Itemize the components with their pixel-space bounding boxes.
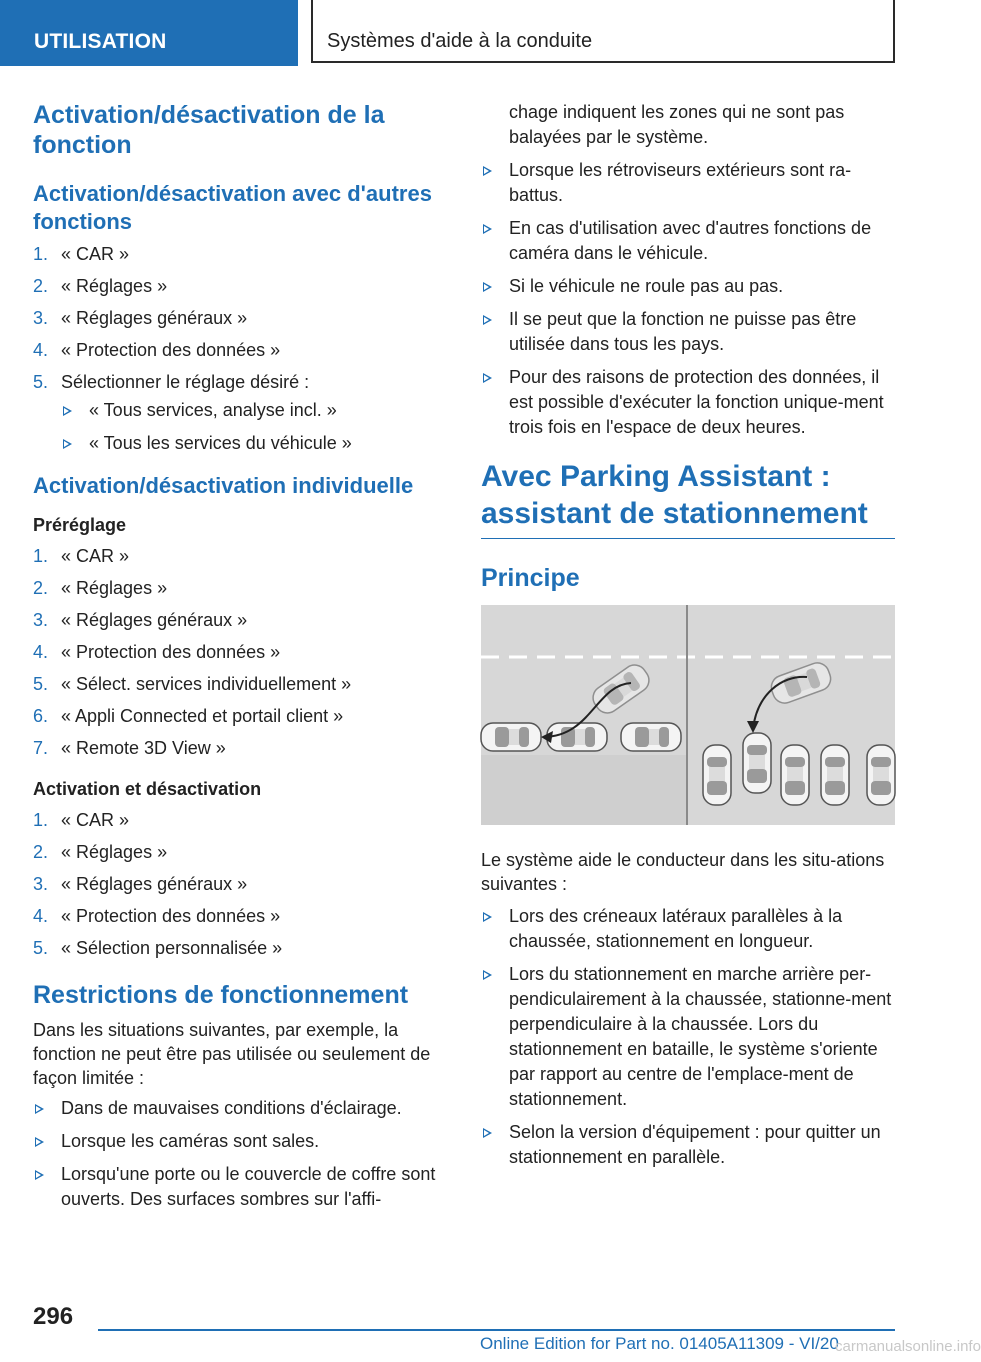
principle-intro: Le système aide le conducteur dans les situ-ations suivantes : <box>481 850 885 894</box>
section-tab: UTILISATION <box>0 0 298 66</box>
list-item: 5. « Sélect. services individuellement » <box>33 674 352 694</box>
list-item: 5. Sélectionner le réglage désiré : « Tous services, analyse incl. » « Tous les services du véhicule » <box>33 370 448 456</box>
list-item: 2. « Réglages » <box>33 578 168 598</box>
principle-list <box>481 904 895 1170</box>
list-item: Selon la version d'équipement : pour quitter un stationnement en parallèle. <box>481 1120 895 1170</box>
list-item: 7. « Remote 3D View » <box>33 738 226 758</box>
triangle-bullet-icon <box>483 373 492 383</box>
left-column <box>33 100 448 1220</box>
triangle-bullet-icon <box>35 1170 44 1180</box>
perpendicular-target-car <box>743 733 771 793</box>
list-item: 1. « CAR » <box>33 810 130 830</box>
list-item: Pour des raisons de protection des données, il est possible d'exécuter la fonction unique-ment trois fois en l'espace de deux heures. <box>481 365 895 440</box>
triangle-bullet-icon <box>483 970 492 980</box>
triangle-bullet-icon <box>35 1104 44 1114</box>
steps-other-functions <box>33 242 448 456</box>
list-item: Dans de mauvaises conditions d'éclairage. <box>33 1096 448 1121</box>
list-item: Lors du stationnement en marche arrière per-pendiculairement à la chaussée, stationne-ment perpendiculaire à la chaussée. Lors du stationnement en bataille, le système s'oriente par rapport au centre de l'emplace-ment de stationnement. <box>481 962 895 1112</box>
list-item: 3. « Réglages généraux » <box>33 874 248 894</box>
steps-activation <box>33 808 448 960</box>
triangle-bullet-icon <box>35 1137 44 1147</box>
triangle-bullet-icon <box>483 1128 492 1138</box>
chapter-title: Systèmes d'aide à la conduite <box>311 0 895 63</box>
triangle-bullet-icon <box>483 166 492 176</box>
heading-restrictions: Restrictions de fonctionnement <box>33 981 409 1009</box>
curb-left <box>481 755 687 825</box>
list-item: « Tous services, analyse incl. » <box>61 398 448 423</box>
triangle-bullet-icon <box>63 439 72 449</box>
list-item: 1. « CAR » <box>33 546 130 566</box>
page-header <box>0 0 960 66</box>
triangle-bullet-icon <box>483 282 492 292</box>
restrictions-list <box>33 1096 448 1212</box>
list-item: 3. « Réglages généraux » <box>33 308 248 328</box>
edition-text: Online Edition for Part no. 01405A11309 - VI/20 <box>480 1334 839 1353</box>
watermark: carmanualsonline.info <box>835 1338 981 1355</box>
triangle-bullet-icon <box>483 912 492 922</box>
restrictions-list-continued <box>481 158 895 440</box>
heading-individual: Activation/désactivation individuelle <box>33 473 414 498</box>
footer-rule <box>98 1329 895 1331</box>
list-item: 6. « Appli Connected et portail client » <box>33 706 344 726</box>
list-item: 4. « Protection des données » <box>33 340 281 360</box>
parking-illustration <box>481 605 895 825</box>
list-item: Lorsque les rétroviseurs extérieurs sont ra-battus. <box>481 158 895 208</box>
triangle-bullet-icon <box>483 315 492 325</box>
setting-options <box>61 398 448 456</box>
list-item: 1. « CAR » <box>33 244 130 264</box>
list-item: Si le véhicule ne roule pas au pas. <box>481 274 895 299</box>
restrictions-intro: Dans les situations suivantes, par exemple, la fonction ne peut être pas utilisée ou seulement de façon limitée : <box>33 1020 431 1088</box>
heading-preset: Préréglage <box>33 515 127 535</box>
right-column <box>481 100 895 1178</box>
heading-activation: Activation/désactivation de la fonction <box>33 101 385 159</box>
steps-preset <box>33 544 448 760</box>
heading-activation-deactivation: Activation et désactivation <box>33 779 262 799</box>
list-item: 2. « Réglages » <box>33 842 168 862</box>
list-item: Il se peut que la fonction ne puisse pas être utilisée dans tous les pays. <box>481 307 895 357</box>
heading-principle: Principe <box>481 564 580 592</box>
list-item: « Tous les services du véhicule » <box>61 431 448 456</box>
triangle-bullet-icon <box>483 224 492 234</box>
heading-parking-assistant: Avec Parking Assistant : assistant de stationnement <box>481 458 895 539</box>
list-item: Lorsqu'une porte ou le couvercle de coffre sont ouverts. Des surfaces sombres sur l'affi- <box>33 1162 448 1212</box>
list-item: Lorsque les caméras sont sales. <box>33 1129 448 1154</box>
list-item: 4. « Protection des données » <box>33 906 281 926</box>
perpendicular-neighbor-car <box>781 745 809 805</box>
list-item: 5. « Sélection personnalisée » <box>33 938 283 958</box>
triangle-bullet-icon <box>63 406 72 416</box>
list-item: Lors des créneaux latéraux parallèles à la chaussée, stationnement en longueur. <box>481 904 895 954</box>
continued-text: chage indiquent les zones qui ne sont pas balayées par le système. <box>509 102 845 147</box>
page-number: 296 <box>33 1303 74 1330</box>
list-item: En cas d'utilisation avec d'autres fonctions de caméra dans le véhicule. <box>481 216 895 266</box>
parallel-target-car <box>547 723 607 751</box>
list-item: 3. « Réglages généraux » <box>33 610 248 630</box>
list-item: 2. « Réglages » <box>33 276 168 296</box>
heading-other-functions: Activation/désactivation avec d'autres fonctions <box>33 181 432 234</box>
list-item: 4. « Protection des données » <box>33 642 281 662</box>
